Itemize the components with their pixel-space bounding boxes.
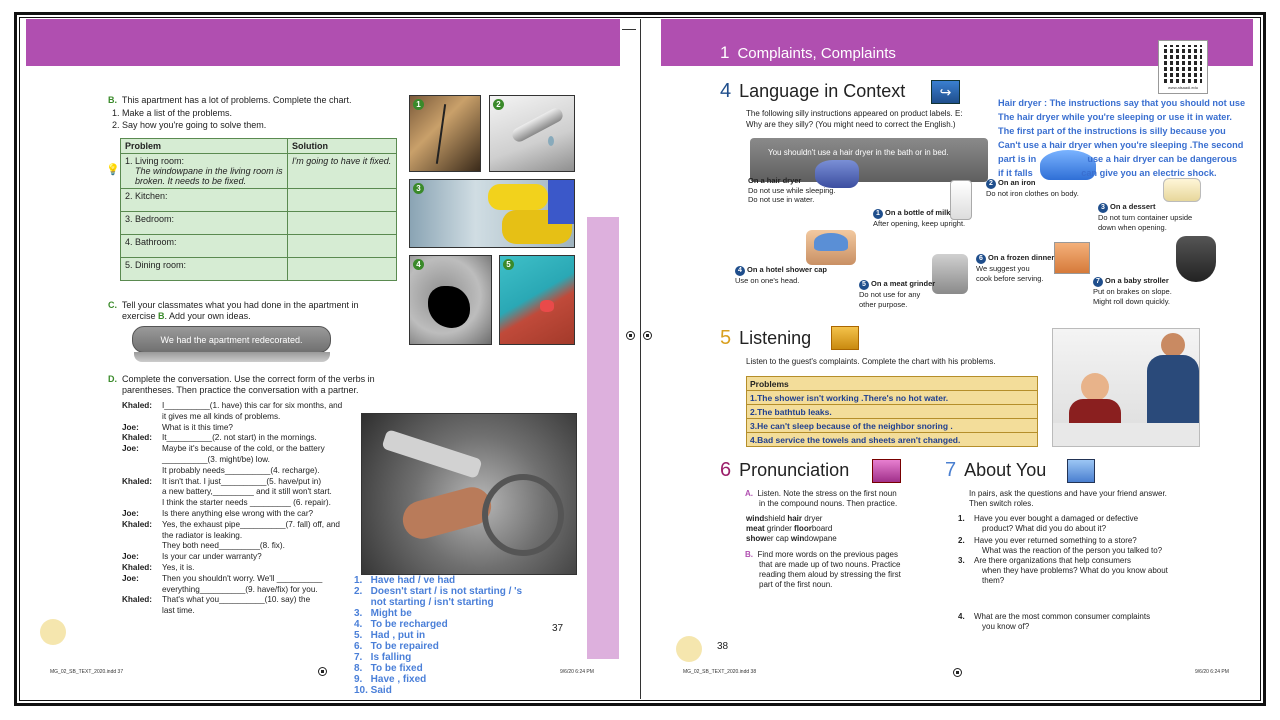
left-footer-file: MG_02_SB_TEXT_2020.indd 37 — [50, 669, 124, 675]
row-label: 3. Bedroom: — [121, 212, 288, 235]
pron-a-line2: in the compound nouns. Then practice. — [759, 499, 898, 508]
dialogue-line — [122, 595, 362, 606]
answer-key — [354, 575, 604, 696]
row-solution: I'm going to have it fixed. — [288, 154, 397, 189]
label-title: On a meat grinder — [871, 279, 936, 288]
label-instruction: Use on one's head. — [735, 276, 800, 285]
product-label — [1093, 276, 1172, 306]
problem-row: 4.Bad service the towels and sheets aren't changed. — [747, 433, 1038, 447]
dialogue-text: It isn't that. I just__________(5. have/put in) — [162, 476, 322, 486]
logo-watermark — [676, 636, 702, 662]
section-5-heading: 5 Listening — [720, 327, 812, 349]
answer-line: 8. To be fixed — [354, 663, 423, 674]
dialogue-text: Maybe it's because of the cold, or the battery — [162, 444, 325, 454]
photo-number-badge: 2 — [493, 99, 504, 110]
row-label: 5. Dining room: — [121, 258, 288, 281]
question-text: product? What did you do about it? — [982, 524, 1107, 533]
question-text: Are there organizations that help consumers — [974, 556, 1131, 565]
dialogue-line — [122, 606, 362, 617]
row-solution-empty[interactable] — [288, 212, 397, 235]
registration-mark — [953, 668, 962, 677]
answer-line: Hair dryer : The instructions say that you should not use — [998, 98, 1246, 108]
about-question — [958, 514, 1138, 534]
qr-caption: www.alsaadi.edu — [1167, 85, 1199, 90]
table-row — [121, 212, 397, 235]
pronunciation-lips-icon — [872, 459, 901, 483]
baby-stroller-image — [1176, 236, 1216, 282]
hair-dryer-answer — [998, 96, 1260, 180]
right-footer-date: 9/6/20 6:24 PM — [1195, 669, 1229, 675]
dialogue-text: I think the starter needs _________ (6. repair). — [162, 498, 331, 508]
hair-dryer-bubble: You shouldn't use a hair dryer in the bath or in bed. — [750, 138, 988, 182]
product-label — [976, 253, 1054, 283]
dialogue-line — [122, 401, 362, 412]
section-d-line1: D. Complete the conversation. Use the correct form of the verbs in — [108, 374, 375, 384]
word-part: meat — [746, 524, 765, 533]
dialogue-text: Yes, it is. — [162, 562, 195, 572]
dialogue-text: What is it this time? — [162, 422, 233, 432]
dialogue-line — [122, 520, 362, 531]
page-gutter — [640, 19, 641, 699]
label-title: On a bottle of milk — [885, 208, 951, 217]
conversation-dialogue — [122, 401, 362, 617]
dessert-image — [1163, 178, 1201, 202]
question-text: What are the most common consumer complaints — [974, 612, 1151, 621]
section-4-intro-2: Why are they silly? (You might need to correct the English.) — [746, 120, 956, 129]
section-b-step-2: 2. Say how you're going to solve them. — [112, 120, 267, 130]
section-b-intro: B. This apartment has a lot of problems. Complete the chart. — [108, 95, 352, 105]
right-footer-file: MG_02_SB_TEXT_2020.indd 38 — [683, 669, 757, 675]
photo-dripping-faucet — [489, 95, 575, 172]
section-d-line2: parentheses. Then practice the conversation with a partner. — [122, 385, 359, 395]
problem-row: 2.The bathtub leaks. — [747, 405, 1038, 419]
label-number-badge: 7 — [1093, 277, 1103, 287]
label-title: On a frozen dinner — [988, 253, 1055, 262]
left-page — [22, 19, 640, 699]
dialogue-text: They both need_________(8. fix). — [162, 541, 285, 551]
photo-number-badge: 1 — [413, 99, 424, 110]
photo-number-badge: 4 — [413, 259, 424, 270]
section-b-step-1: 1. Make a list of the problems. — [112, 108, 233, 118]
page-number-37: 37 — [552, 623, 564, 634]
label-instruction: Do not use while sleeping. — [748, 185, 836, 195]
photo-number-badge: 3 — [413, 183, 424, 194]
dialogue-text: Is your car under warranty? — [162, 552, 262, 562]
section-c-line1: C. Tell your classmates what you had done in the apartment in — [108, 300, 359, 310]
unit-number: 1 — [720, 43, 730, 62]
word-part: er cap — [766, 534, 791, 543]
context-arrow-icon: ↪ — [931, 80, 960, 104]
question-text: when they have problems? What do you know about — [982, 566, 1168, 575]
label-number-badge: 2 — [986, 179, 996, 189]
word-part: show — [746, 534, 767, 543]
product-label — [986, 178, 1079, 199]
label-title: On a dessert — [1110, 202, 1156, 211]
label-title: On an iron — [998, 178, 1036, 187]
label-title: On a baby stroller — [1105, 276, 1169, 285]
question-number: 2. — [958, 536, 965, 545]
dialogue-line — [122, 412, 362, 423]
logo-watermark — [40, 619, 66, 645]
table-row — [121, 189, 397, 212]
label-number-badge: 6 — [976, 254, 986, 264]
word-part: win — [790, 534, 805, 543]
frozen-dinner-image — [1054, 242, 1090, 274]
speaker: Joe: — [122, 422, 139, 432]
label-instruction: other purpose. — [859, 299, 908, 309]
label-number-badge: 5 — [859, 280, 869, 290]
compound-word-row — [746, 524, 837, 534]
answer-line: 7. Is falling — [354, 652, 412, 663]
dialogue-line — [122, 477, 362, 488]
answer-line: Can't use a hair dryer when you're sleeping .The second — [998, 140, 1244, 150]
label-instruction: down when opening. — [1098, 222, 1167, 232]
dialogue-line — [122, 466, 362, 477]
speech-bubble-shadow — [134, 352, 330, 362]
question-text: Have you ever bought a damaged or defective — [974, 514, 1139, 523]
dialogue-line — [122, 563, 362, 574]
chart-header-row — [121, 139, 397, 154]
speaker: Khaled: — [122, 476, 153, 486]
dialogue-line — [122, 423, 362, 434]
dialogue-text: That's what you__________(10. say) the — [162, 595, 311, 605]
compound-word-row — [746, 534, 837, 544]
about-intro-2: Then switch roles. — [969, 499, 1034, 508]
dialogue-line — [122, 487, 362, 498]
answer-line: if it falls can give you an electric shock. — [998, 168, 1217, 178]
word-part: dryer — [802, 514, 823, 523]
word-part: hair — [787, 514, 803, 523]
label-title: On a hair dryer — [748, 176, 802, 185]
about-intro-1: In pairs, ask the questions and have your friend answer. — [969, 489, 1167, 498]
problem-solution-chart — [120, 138, 397, 281]
pron-b-rest: that are made up of two nouns. Practice reading them aloud by stressing the first part of the first noun. — [759, 560, 901, 589]
question-text: What was the reaction of the person you talked to? — [982, 546, 1163, 555]
speaker: Joe: — [122, 552, 139, 562]
section-5-intro: Listen to the guest's complaints. Complete the chart with his problems. — [746, 357, 996, 366]
compound-word-row — [746, 514, 837, 524]
pron-a: A. Listen. Note the stress on the first noun — [745, 489, 897, 498]
product-label — [748, 176, 836, 205]
label-instruction: After opening, keep upright. — [873, 219, 966, 228]
photo-cleaning-gloves — [409, 179, 575, 248]
dialogue-line — [122, 552, 362, 563]
dialogue-text: the radiator is leaking. — [162, 530, 243, 540]
about-question — [958, 612, 1150, 632]
speaker: Joe: — [122, 508, 139, 518]
qr-code — [1158, 40, 1208, 94]
answer-line: The hair dryer while you're sleeping or use it in water. — [998, 112, 1232, 122]
unit-header — [720, 43, 896, 63]
question-text: Have you ever returned something to a store? — [974, 536, 1137, 545]
photo-broken-window — [409, 95, 481, 172]
lightbulb-icon: 💡 — [106, 164, 120, 176]
speaker: Khaled: — [122, 595, 153, 605]
registration-mark — [318, 667, 327, 676]
speaker: Joe: — [122, 573, 139, 583]
dialogue-text: Then you shouldn't worry. We'll __________ — [162, 573, 323, 583]
section-4-intro-1: The following silly instructions appeared on product labels. E: — [746, 109, 963, 118]
about-question — [958, 556, 1168, 586]
word-part: grinder — [764, 524, 795, 533]
answer-line: 2. Doesn't start / is not starting / 's — [354, 586, 523, 597]
row-solution-empty[interactable] — [288, 189, 397, 212]
photo-number-badge: 5 — [503, 259, 514, 270]
row-solution-empty[interactable] — [288, 235, 397, 258]
answer-line: 10. Said — [354, 685, 392, 696]
speech-bubble-redecorated: We had the apartment redecorated. — [132, 326, 331, 353]
registration-mark — [626, 331, 635, 340]
answer-line: The first part of the instructions is silly because you — [998, 126, 1226, 136]
photo-car-engine — [361, 413, 577, 575]
word-part: board — [811, 524, 833, 533]
answer-line: 5. Had , put in — [354, 630, 426, 641]
problems-header: Problems — [747, 377, 1038, 391]
speaker: Khaled: — [122, 519, 153, 529]
dialogue-text: Yes, the exhaust pipe__________(7. fall) off, and — [162, 519, 340, 529]
dialogue-line — [122, 509, 362, 520]
dialogue-text: a new battery,_________ and it still won't start. — [162, 487, 332, 497]
label-instruction: Do not iron clothes on body. — [986, 189, 1079, 198]
shower-cap-image — [806, 230, 856, 265]
left-footer-date: 9/6/20 6:24 PM — [560, 669, 594, 675]
photo-peeling-paint — [499, 255, 575, 345]
question-number: 1. — [958, 514, 965, 523]
section-c-line2: exercise B. Add your own ideas. — [122, 311, 251, 321]
product-label — [873, 208, 965, 229]
dialogue-line — [122, 574, 362, 585]
answer-line: 4. To be recharged — [354, 619, 448, 630]
label-instruction: Do not use for any — [859, 290, 921, 299]
problem-row: 3.He can't sleep because of the neighbor snoring . — [747, 419, 1038, 433]
speaker: Joe: — [122, 444, 139, 454]
dialogue-text: __________(3. might/be) low. — [162, 454, 270, 464]
label-instruction: cook before serving. — [976, 273, 1044, 283]
dialogue-text: it gives me all kinds of problems. — [162, 411, 281, 421]
row-problem: The windowpane in the living room is broken. It needs to be fixed. — [135, 166, 283, 186]
label-instruction: We suggest you — [976, 264, 1030, 273]
question-text: you know of? — [982, 622, 1030, 631]
left-header-band — [26, 19, 620, 66]
question-number: 4. — [958, 612, 965, 621]
label-instruction: Do not use in water. — [748, 195, 815, 204]
label-number-badge: 1 — [873, 209, 883, 219]
meat-grinder-image — [932, 254, 968, 294]
section-6-heading: 6 Pronunciation — [720, 459, 850, 481]
answer-line: 6. To be repaired — [354, 641, 439, 652]
page-number-38: 38 — [717, 641, 729, 652]
row-label: 4. Bathroom: — [121, 235, 288, 258]
compound-words — [746, 514, 837, 544]
table-row — [121, 235, 397, 258]
photo-hole-in-wall — [409, 255, 492, 345]
label-instruction: Might roll down quickly. — [1093, 296, 1170, 306]
product-label — [859, 279, 935, 309]
pron-b: B. Find more words on the previous pages — [745, 550, 898, 559]
crop-mark — [622, 29, 636, 30]
dialogue-line — [122, 498, 362, 509]
dialogue-line — [122, 433, 362, 444]
chart-header-problem: Problem — [121, 139, 288, 154]
dialogue-line — [122, 455, 362, 466]
label-number-badge: 4 — [735, 266, 745, 276]
registration-mark — [643, 331, 652, 340]
section-7-heading: 7 About You — [945, 459, 1047, 481]
problems-chart — [746, 376, 1038, 447]
answer-line: not starting / isn't starting — [354, 597, 494, 608]
chart-header-solution: Solution — [288, 139, 397, 154]
dialogue-text: It__________(2. not start) in the mornings. — [162, 433, 317, 443]
dialogue-text: Is there anything else wrong with the car? — [162, 508, 314, 518]
word-part: dowpane — [804, 534, 837, 543]
answer-line: 3. Might be — [354, 608, 412, 619]
dialogue-line — [122, 585, 362, 596]
dialogue-text: last time. — [162, 606, 195, 616]
word-part: floor — [794, 524, 812, 533]
row-label: 1. Living room: — [125, 156, 185, 166]
product-label — [1098, 202, 1192, 232]
dialogue-text: everything__________(9. have/fix) for you. — [162, 584, 318, 594]
speaker: Khaled: — [122, 433, 153, 443]
dialogue-line — [122, 541, 362, 552]
unit-title: Complaints, Complaints — [737, 45, 896, 62]
table-row — [121, 258, 397, 281]
answer-line: 9. Have , fixed — [354, 674, 427, 685]
answer-line: part is in use a hair dryer can be dangerous — [998, 154, 1237, 164]
hotel-guest-photo — [1052, 328, 1200, 447]
speaker: Khaled: — [122, 562, 153, 572]
label-instruction: Put on brakes on slope. — [1093, 287, 1172, 296]
listening-icon — [831, 326, 859, 350]
speaker: Khaled: — [122, 401, 153, 410]
word-part: wind — [746, 514, 765, 523]
label-number-badge: 3 — [1098, 203, 1108, 213]
label-title: On a hotel shower cap — [747, 265, 828, 274]
row-solution-empty[interactable] — [288, 258, 397, 281]
label-instruction: Do not turn container upside — [1098, 213, 1193, 222]
dialogue-text: I__________(1. have) this car for six months, and — [162, 401, 343, 410]
word-part: shield — [764, 514, 788, 523]
row-label: 2. Kitchen: — [121, 189, 288, 212]
product-label — [735, 265, 827, 286]
about-you-person-icon — [1067, 459, 1095, 483]
dialogue-line — [122, 444, 362, 455]
dialogue-line — [122, 531, 362, 542]
about-question — [958, 536, 1162, 556]
answer-line: 1. Have had / ve had — [354, 575, 456, 586]
dialogue-text: It probably needs__________(4. recharge). — [162, 465, 320, 475]
question-number: 3. — [958, 556, 965, 565]
table-row — [121, 154, 397, 189]
problem-row: 1.The shower isn't working .There's no hot water. — [747, 391, 1038, 405]
question-text: them? — [982, 576, 1005, 585]
section-4-heading: 4 Language in Context — [720, 80, 906, 102]
